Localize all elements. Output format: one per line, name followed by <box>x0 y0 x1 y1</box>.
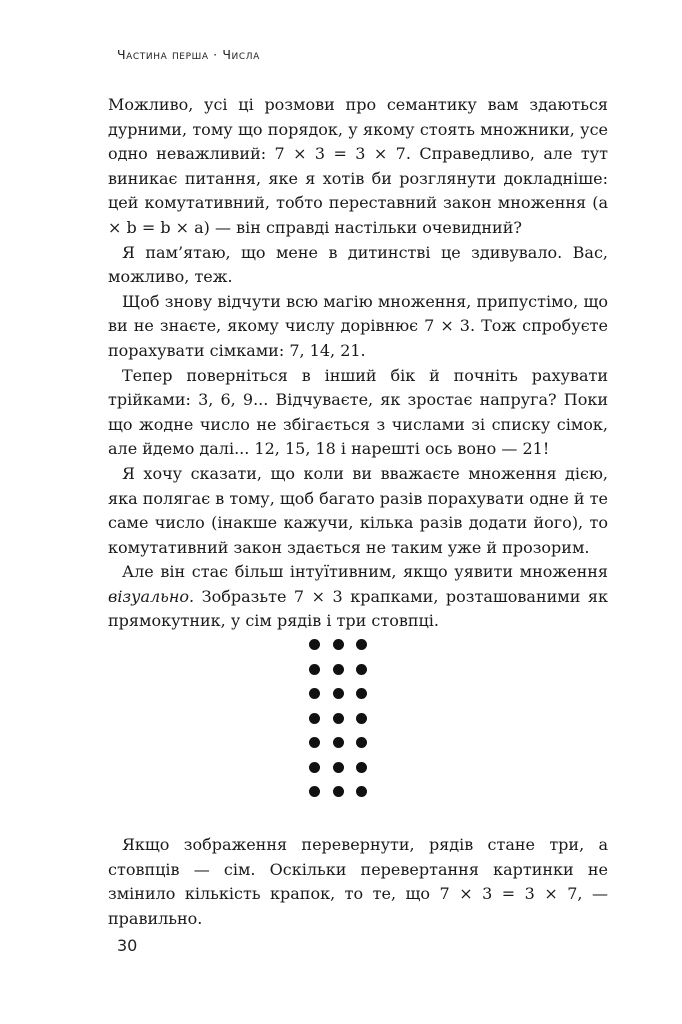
visual-text-end: Зобразьте 7 × 3 крапками, розташованими як прямокутник, у сім рядів і три стовпці. <box>108 586 608 631</box>
dot <box>356 713 367 724</box>
dot <box>309 639 320 650</box>
dot <box>309 762 320 773</box>
body-text-bottom <box>108 833 608 931</box>
paragraph-childhood: Я пам’ятаю, що мене в дитинстві це здивувало. Вас, можливо, теж. <box>108 242 608 287</box>
dot <box>309 664 320 675</box>
dot <box>309 737 320 748</box>
paragraph-count-threes: Тепер поверніться в інший бік й почніть рахувати трійками: 3, 6, 9... Відчуваєте, як зростає напруга? Поки що жодне число не збігається з числами зі списку сімок, але йдемо далі... 12, 15, 18 і нарешті ось воно — 21! <box>108 365 608 459</box>
dot <box>356 786 367 797</box>
visual-emphasis: візуально. <box>108 586 195 606</box>
running-head: Частина перша · Числа <box>117 47 260 62</box>
dot <box>309 688 320 699</box>
dot <box>333 786 344 797</box>
dot <box>333 664 344 675</box>
dot <box>333 762 344 773</box>
dot <box>356 639 367 650</box>
paragraph-semantics: Можливо, усі ці розмови про семантику вам здаються дурними, тому що порядок, у якому стоять множники, усе одно неважливий: 7 × 3 = 3 × 7. Справедливо, але тут виникає питання, яке я хотів би розглянути докладніше: цей комутативний, тобто переставний закон множення (a × b = b × a) — він справді настільки очевидний? <box>108 95 608 237</box>
dot <box>333 737 344 748</box>
dot <box>356 664 367 675</box>
dot <box>333 639 344 650</box>
paragraph-visual <box>108 560 608 634</box>
visual-text-start: Але він стає більш інтуїтивним, якщо уявити множення <box>122 562 608 582</box>
paragraph-conclusion: Якщо зображення перевернути, рядів стане три, а стовпців — сім. Оскільки перевертання картинки не змінило кількість крапок, то те, що 7 × 3 = 3 × 7, — правильно. <box>108 835 608 928</box>
paragraph-commutative: Я хочу сказати, що коли ви вважаєте множення дією, яка полягає в тому, щоб багато разів порахувати одне й те саме число (інакше кажучи, кілька разів додати його), то комутативний закон здається не таким уже й прозорим. <box>108 463 608 557</box>
dot <box>333 688 344 699</box>
dot-grid-figure <box>309 639 379 801</box>
dot <box>356 737 367 748</box>
body-text-top <box>108 93 608 634</box>
dot <box>309 786 320 797</box>
page-number: 30 <box>117 936 138 955</box>
dot <box>333 713 344 724</box>
dot <box>309 713 320 724</box>
dot <box>356 762 367 773</box>
paragraph-count-sevens: Щоб знову відчути всю магію множення, припустімо, що ви не знаєте, якому числу дорівнює 7 × 3. Тож спробуєте порахувати сімками: 7, 14, 21. <box>108 291 608 360</box>
dot <box>356 688 367 699</box>
